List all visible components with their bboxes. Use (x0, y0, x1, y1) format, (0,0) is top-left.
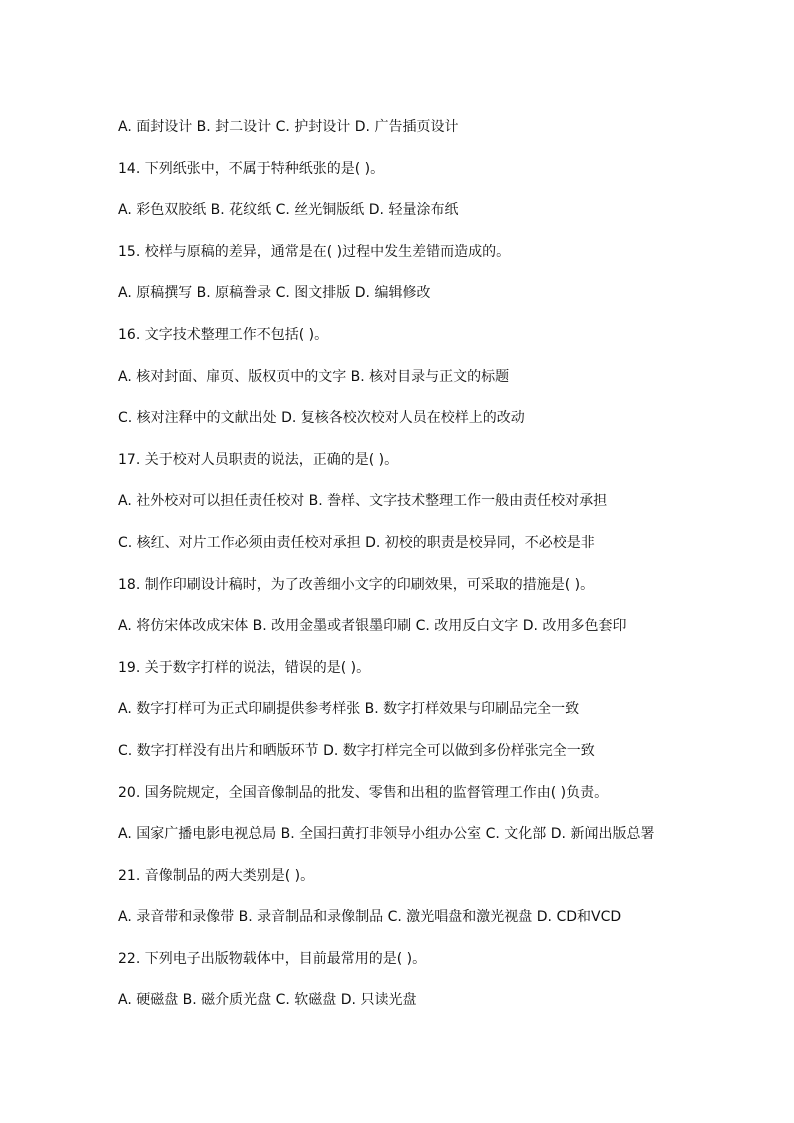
document-page (118, 107, 738, 1022)
question-text: 15. 校样与原稿的差异，通常是在( )过程中发生差错而造成的。 (118, 243, 511, 260)
question-text: 18. 制作印刷设计稿时，为了改善细小文字的印刷效果，可采取的措施是( )。 (118, 576, 595, 593)
answer-options: A. 原稿撰写 B. 原稿誊录 C. 图文排版 D. 编辑修改 (118, 285, 431, 302)
answer-options: A. 核对封面、扉页、版权页中的文字 B. 核对目录与正文的标题 (118, 368, 510, 385)
answer-options: C. 核对注释中的文献出处 D. 复核各校次校对人员在校样上的改动 (118, 410, 525, 427)
question-text: 16. 文字技术整理工作不包括( )。 (118, 326, 329, 343)
answer-options: A. 录音带和录像带 B. 录音制品和录像制品 C. 激光唱盘和激光视盘 D. CD和VCD (118, 909, 622, 926)
answer-options: C. 核红、对片工作必须由责任校对承担 D. 初校的职责是校异同，不必校是非 (118, 534, 595, 551)
answer-options: A. 彩色双胶纸 B. 花纹纸 C. 丝光铜版纸 D. 轻量涂布纸 (118, 202, 459, 219)
answer-options: A. 数字打样可为正式印刷提供参考样张 B. 数字打样效果与印刷品完全一致 (118, 701, 580, 718)
question-text: 19. 关于数字打样的说法，错误的是( )。 (118, 659, 371, 676)
answer-options: A. 硬磁盘 B. 磁介质光盘 C. 软磁盘 D. 只读光盘 (118, 992, 417, 1009)
answer-options: A. 将仿宋体改成宋体 B. 改用金墨或者银墨印刷 C. 改用反白文字 D. 改用多色套印 (118, 618, 627, 635)
answer-options: A. 社外校对可以担任责任校对 B. 誊样、文字技术整理工作一般由责任校对承担 (118, 493, 608, 510)
question-text: 14. 下列纸张中，不属于特种纸张的是( )。 (118, 160, 385, 177)
answer-options: A. 面封设计 B. 封二设计 C. 护封设计 D. 广告插页设计 (118, 119, 459, 135)
question-text: 17. 关于校对人员职责的说法，正确的是( )。 (118, 451, 399, 468)
question-text: 21. 音像制品的两大类别是( )。 (118, 867, 315, 884)
answer-options: A. 国家广播电影电视总局 B. 全国扫黄打非领导小组办公室 C. 文化部 D. 新闻出版总署 (118, 826, 655, 843)
answer-options: C. 数字打样没有出片和晒版环节 D. 数字打样完全可以做到多份样张完全一致 (118, 742, 595, 759)
question-text: 20. 国务院规定，全国音像制品的批发、零售和出租的监督管理工作由( )负责。 (118, 784, 609, 801)
question-text: 22. 下列电子出版物载体中，目前最常用的是( )。 (118, 950, 427, 967)
